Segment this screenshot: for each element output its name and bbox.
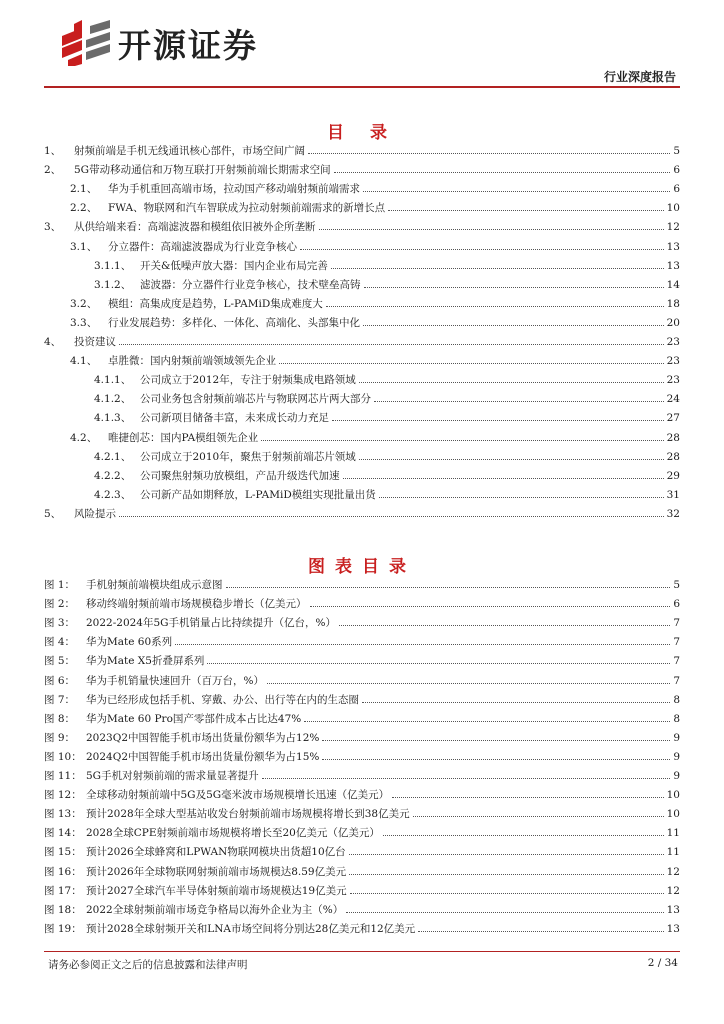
entry-page-number: 10 — [666, 202, 680, 215]
entry-number: 5、 — [44, 507, 62, 520]
entry-page-number: 14 — [666, 278, 680, 291]
dot-leader — [300, 249, 664, 250]
dot-leader — [349, 854, 664, 855]
figure-entry[interactable] — [44, 687, 680, 706]
entry-number: 4.1.3、 — [94, 412, 132, 425]
entry-title: 行业发展趋势：多样化、一体化、高端化、头部集中化 — [108, 316, 360, 329]
entry-title: 预计2028年全球大型基站收发台射频前端市场规模将增长到38亿美元 — [86, 808, 410, 821]
dot-leader — [319, 229, 664, 230]
entry-number: 3.2、 — [70, 297, 98, 310]
entry-title: 卓胜微：国内射频前端领域领先企业 — [108, 355, 276, 368]
figure-entry[interactable] — [44, 858, 680, 877]
entry-number: 3.1.2、 — [94, 278, 132, 291]
entry-number: 图 3： — [44, 617, 76, 630]
report-type: 行业深度报告 — [603, 70, 676, 84]
entry-number: 图 6： — [44, 674, 76, 687]
dot-leader — [363, 325, 664, 326]
figures-list — [44, 572, 680, 935]
entry-page-number: 7 — [673, 655, 680, 668]
dot-leader — [388, 210, 663, 211]
entry-page-number: 10 — [666, 808, 680, 821]
dot-leader — [226, 587, 671, 588]
entry-title: 2024Q2中国智能手机市场出货量份额华为占15% — [86, 750, 320, 763]
toc-entry[interactable] — [44, 214, 680, 233]
entry-page-number: 8 — [673, 712, 680, 725]
figure-entry[interactable] — [44, 782, 680, 801]
dot-leader — [413, 816, 664, 817]
entry-page-number: 13 — [666, 259, 680, 272]
entry-page-number: 8 — [673, 693, 680, 706]
entry-number: 图 10： — [44, 750, 82, 763]
entry-number: 3.1.1、 — [94, 259, 132, 272]
dot-leader — [261, 440, 663, 441]
dot-leader — [349, 874, 664, 875]
entry-page-number: 13 — [666, 922, 680, 935]
dot-leader — [304, 721, 670, 722]
header-divider — [44, 86, 680, 88]
toc-entry[interactable] — [44, 482, 680, 501]
dot-leader — [346, 912, 663, 913]
dot-leader — [119, 344, 664, 345]
dot-leader — [331, 268, 664, 269]
entry-page-number: 32 — [666, 507, 680, 520]
entry-number: 4.2.3、 — [94, 488, 132, 501]
entry-page-number: 7 — [673, 674, 680, 687]
entry-number: 3.1、 — [70, 240, 98, 253]
entry-page-number: 13 — [666, 240, 680, 253]
dot-leader — [418, 931, 663, 932]
dot-leader — [359, 459, 664, 460]
entry-title: FWA、物联网和汽车智联成为拉动射频前端需求的新增长点 — [108, 202, 386, 215]
dot-leader — [175, 644, 670, 645]
entry-number: 2.1、 — [70, 183, 98, 196]
entry-number: 图 9： — [44, 731, 76, 744]
dot-leader — [339, 625, 670, 626]
figure-entry[interactable] — [44, 667, 680, 686]
footer-disclaimer: 请务必参阅正文之后的信息披露和法律声明 — [48, 959, 248, 971]
entry-number: 图 2： — [44, 598, 76, 611]
toc-entry[interactable] — [44, 310, 680, 329]
dot-leader — [262, 778, 671, 779]
figure-entry[interactable] — [44, 629, 680, 648]
entry-number: 图 1： — [44, 579, 76, 592]
figure-entry[interactable] — [44, 916, 680, 935]
entry-title: 投资建议 — [74, 336, 116, 349]
entry-title: 华为Mate X5折叠屏系列 — [86, 655, 205, 668]
entry-title: 预计2026年全球物联网射频前端市场规模达8.59亿美元 — [86, 865, 347, 878]
entry-number: 图 16： — [44, 865, 82, 878]
entry-title: 开关&低噪声放大器：国内企业布局完善 — [140, 259, 328, 272]
entry-title: 华为Mate 60系列 — [86, 636, 173, 649]
dot-leader — [364, 287, 664, 288]
entry-page-number: 7 — [673, 617, 680, 630]
entry-page-number: 23 — [666, 355, 680, 368]
entry-title: 2023Q2中国智能手机市场出货量份额华为占12% — [86, 731, 320, 744]
entry-title: 射频前端是手机无线通讯核心部件，市场空间广阔 — [74, 145, 305, 158]
entry-page-number: 9 — [673, 750, 680, 763]
toc-entry[interactable] — [44, 405, 680, 424]
entry-number: 4.1.1、 — [94, 374, 132, 387]
toc-entry[interactable] — [44, 233, 680, 252]
dot-leader — [308, 153, 670, 154]
dot-leader — [343, 478, 664, 479]
toc-entry[interactable] — [44, 195, 680, 214]
entry-title: 公司新产品如期释放，L-PAMiD模组实现批量出货 — [140, 488, 376, 501]
dot-leader — [119, 516, 664, 517]
entry-page-number: 28 — [666, 431, 680, 444]
figure-entry[interactable] — [44, 839, 680, 858]
dot-leader — [332, 420, 664, 421]
figure-entry[interactable] — [44, 610, 680, 629]
entry-page-number: 6 — [673, 164, 680, 177]
dot-leader — [363, 191, 670, 192]
entry-title: 华为已经形成包括手机、穿戴、办公、出行等在内的生态圈 — [86, 693, 359, 706]
entry-number: 图 13： — [44, 808, 82, 821]
entry-page-number: 11 — [666, 846, 680, 859]
toc-entry[interactable] — [44, 272, 680, 291]
dot-leader — [362, 702, 670, 703]
entry-title: 5G带动移动通信和万物互联打开射频前端长期需求空间 — [74, 164, 331, 177]
entry-title: 移动终端射频前端市场规模稳步增长（亿美元） — [86, 598, 307, 611]
entry-page-number: 24 — [666, 393, 680, 406]
company-name: 开源证券 — [118, 26, 258, 65]
entry-page-number: 12 — [666, 865, 680, 878]
toc-entry[interactable] — [44, 501, 680, 520]
figure-entry[interactable] — [44, 820, 680, 839]
dot-leader — [379, 497, 664, 498]
entry-page-number: 9 — [673, 770, 680, 783]
figure-entry[interactable] — [44, 725, 680, 744]
entry-number: 图 8： — [44, 712, 76, 725]
entry-title: 预计2028全球射频开关和LNA市场空间将分别达28亿美元和12亿美元 — [86, 922, 416, 935]
entry-title: 预计2027全球汽车半导体射频前端市场规模达19亿美元 — [86, 884, 347, 897]
entry-number: 图 5： — [44, 655, 76, 668]
figure-entry[interactable] — [44, 878, 680, 897]
toc-entry[interactable] — [44, 253, 680, 272]
dot-leader — [326, 306, 664, 307]
entry-number: 图 14： — [44, 827, 82, 840]
entry-number: 2、 — [44, 164, 62, 177]
dot-leader — [374, 401, 664, 402]
entry-page-number: 12 — [666, 884, 680, 897]
entry-number: 图 11： — [44, 770, 82, 783]
entry-page-number: 7 — [673, 636, 680, 649]
entry-number: 图 7： — [44, 693, 76, 706]
entry-number: 4.2.1、 — [94, 450, 132, 463]
dot-leader — [334, 172, 671, 173]
entry-title: 5G手机对射频前端的需求量显著提升 — [86, 770, 259, 783]
entry-title: 公司成立于2010年，聚焦于射频前端芯片领域 — [140, 450, 356, 463]
figure-entry[interactable] — [44, 744, 680, 763]
entry-title: 2022全球射频前端市场竞争格局以海外企业为主（%） — [86, 903, 344, 916]
footer-divider — [44, 951, 680, 952]
toc-entry[interactable] — [44, 424, 680, 443]
dot-leader — [350, 893, 664, 894]
dot-leader — [310, 606, 671, 607]
figures-title: 图表目录 — [308, 557, 416, 577]
entry-title: 2028全球CPE射频前端市场规模将增长至20亿美元（亿美元） — [86, 827, 380, 840]
entry-title: 手机射频前端模块组成示意图 — [86, 579, 223, 592]
entry-number: 图 19： — [44, 922, 82, 935]
entry-page-number: 27 — [666, 412, 680, 425]
entry-title: 模组：高集成度是趋势，L-PAMiD集成难度大 — [108, 297, 323, 310]
toc-entry[interactable] — [44, 138, 680, 157]
entry-title: 从供给端来看：高端滤波器和模组依旧被外企所垄断 — [74, 221, 316, 234]
dot-leader — [207, 663, 670, 664]
toc-entry[interactable] — [44, 176, 680, 195]
entry-page-number: 12 — [666, 221, 680, 234]
entry-title: 分立器件：高端滤波器成为行业竞争核心 — [108, 240, 297, 253]
entry-page-number: 9 — [673, 731, 680, 744]
entry-page-number: 31 — [666, 488, 680, 501]
entry-page-number: 23 — [666, 336, 680, 349]
toc-entry[interactable] — [44, 157, 680, 176]
dot-leader — [322, 740, 670, 741]
entry-number: 2.2、 — [70, 202, 98, 215]
entry-page-number: 10 — [666, 789, 680, 802]
page-header — [0, 0, 724, 90]
entry-title: 公司成立于2012年，专注于射频集成电路领域 — [140, 374, 356, 387]
entry-number: 图 17： — [44, 884, 82, 897]
figure-entry[interactable] — [44, 706, 680, 725]
entry-title: 风险提示 — [74, 507, 116, 520]
entry-number: 4、 — [44, 336, 62, 349]
entry-number: 4.2、 — [70, 431, 98, 444]
toc-entry[interactable] — [44, 291, 680, 310]
toc-title: 目 录 — [327, 123, 397, 143]
toc-entry[interactable] — [44, 386, 680, 405]
entry-title: 全球移动射频前端中5G及5G毫米波市场规模增长迅速（亿美元） — [86, 789, 390, 802]
entry-title: 公司业务包含射频前端芯片与物联网芯片两大部分 — [140, 393, 371, 406]
entry-title: 滤波器：分立器件行业竞争核心，技术壁垒高铸 — [140, 278, 361, 291]
entry-number: 图 18： — [44, 903, 82, 916]
entry-number: 4.2.2、 — [94, 469, 132, 482]
entry-title: 预计2026全球蜂窝和LPWAN物联网模块出货超10亿台 — [86, 846, 346, 859]
figure-entry[interactable] — [44, 763, 680, 782]
entry-page-number: 6 — [673, 598, 680, 611]
dot-leader — [322, 759, 670, 760]
entry-number: 1、 — [44, 145, 62, 158]
figure-entry[interactable] — [44, 572, 680, 591]
dot-leader — [267, 683, 670, 684]
entry-number: 4.1、 — [70, 355, 98, 368]
figure-entry[interactable] — [44, 591, 680, 610]
entry-page-number: 18 — [666, 297, 680, 310]
dot-leader — [359, 382, 664, 383]
toc-entry[interactable] — [44, 348, 680, 367]
entry-page-number: 11 — [666, 827, 680, 840]
entry-number: 图 4： — [44, 636, 76, 649]
toc-entry[interactable] — [44, 329, 680, 348]
entry-number: 3、 — [44, 221, 62, 234]
entry-number: 图 12： — [44, 789, 82, 802]
entry-page-number: 28 — [666, 450, 680, 463]
entry-page-number: 13 — [666, 903, 680, 916]
entry-page-number: 6 — [673, 183, 680, 196]
entry-number: 3.3、 — [70, 316, 98, 329]
entry-title: 公司新项目储备丰富，未来成长动力充足 — [140, 412, 329, 425]
dot-leader — [392, 797, 663, 798]
entry-page-number: 20 — [666, 316, 680, 329]
figure-entry[interactable] — [44, 648, 680, 667]
page-number: 2 / 34 — [647, 957, 678, 969]
toc-entry[interactable] — [44, 367, 680, 386]
entry-title: 公司聚焦射频功放模组，产品升级迭代加速 — [140, 469, 340, 482]
figure-entry[interactable] — [44, 897, 680, 916]
entry-title: 唯捷创芯：国内PA模组领先企业 — [108, 431, 259, 444]
dot-leader — [383, 835, 664, 836]
figure-entry[interactable] — [44, 801, 680, 820]
entry-title: 华为手机销量快速回升（百万台，%） — [86, 674, 264, 687]
entry-page-number: 5 — [673, 145, 680, 158]
entry-title: 2022-2024年5G手机销量占比持续提升（亿台，%） — [86, 617, 337, 630]
entry-page-number: 23 — [666, 374, 680, 387]
toc-entry[interactable] — [44, 463, 680, 482]
entry-page-number: 29 — [666, 469, 680, 482]
toc-entry[interactable] — [44, 444, 680, 463]
entry-number: 图 15： — [44, 846, 82, 859]
entry-page-number: 5 — [673, 579, 680, 592]
entry-title: 华为手机重回高端市场，拉动国产移动端射频前端需求 — [108, 183, 360, 196]
entry-number: 4.1.2、 — [94, 393, 132, 406]
entry-title: 华为Mate 60 Pro国产零部件成本占比达47% — [86, 712, 302, 725]
dot-leader — [279, 363, 664, 364]
toc-list — [44, 138, 680, 520]
